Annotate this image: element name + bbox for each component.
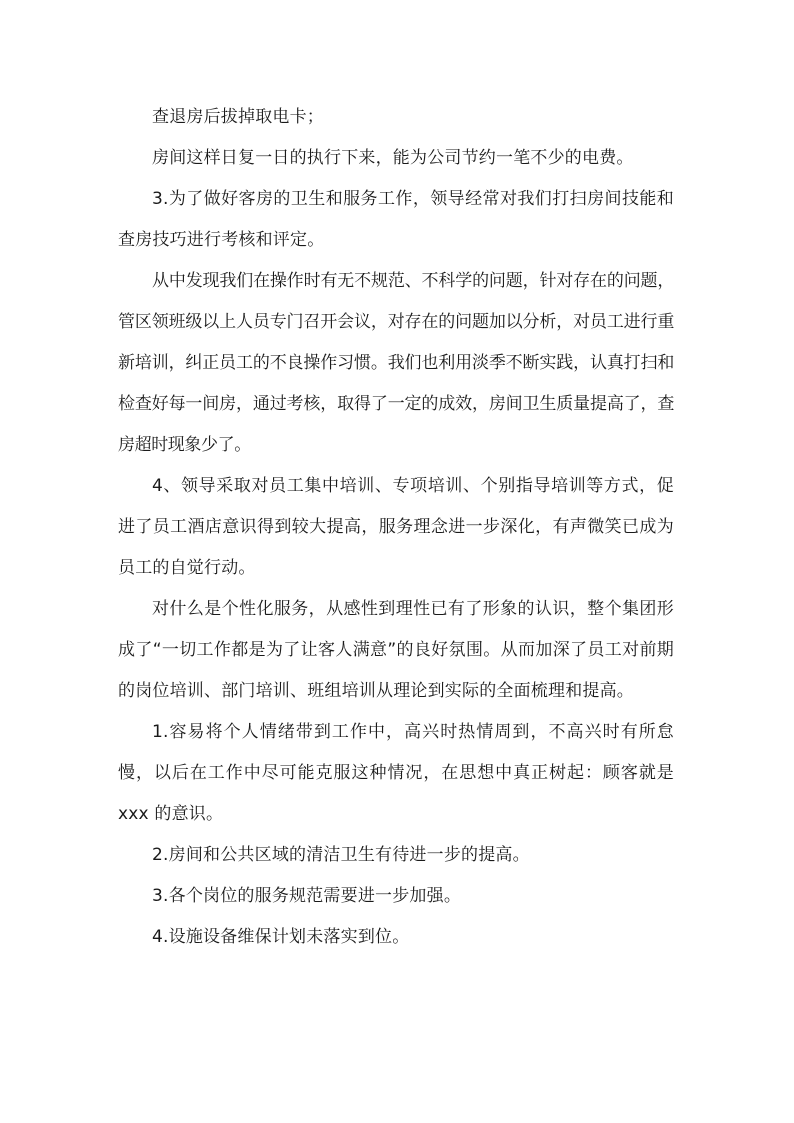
paragraph-1: 查退房后拔掉取电卡； [152,107,324,127]
paragraph-2: 房间这样日复一日的执行下来，能为公司节约一笔不少的电费。 [152,148,634,168]
paragraph-8: 2.房间和公共区域的清洁卫生有待进一步的提高。 [152,845,530,865]
paragraph-5: 4、领导采取对员工集中培训、专项培训、个别指导培训等方式，促进了员工酒店意识得到较大提高，服务理念进一步深化，有声微笑已成为员工的自觉行动。 [118,476,674,578]
paragraph-3: 3.为了做好客房的卫生和服务工作，领导经常对我们打扫房间技能和查房技巧进行考核和评定。 [118,189,674,250]
paragraph-6: 对什么是个性化服务，从感性到理性已有了形象的认识，整个集团形成了“一切工作都是为了让客人满意”的良好氛围。从而加深了员工对前期的岗位培训、部门培训、班组培训从理论到实际的全面梳理和提高。 [118,599,674,701]
paragraph-9: 3.各个岗位的服务规范需要进一步加强。 [152,886,462,906]
paragraph-7: 1.容易将个人情绪带到工作中，高兴时热情周到，不高兴时有所怠慢，以后在工作中尽可能克服这种情况，在思想中真正树起：顾客就是xxx 的意识。 [118,722,674,824]
paragraph-4: 从中发现我们在操作时有无不规范、不科学的问题，针对存在的问题，管区领班级以上人员专门召开会议，对存在的问题加以分析，对员工进行重新培训，纠正员工的不良操作习惯。我们也利用淡季不断实践，认真打扫和检查好每一间房，通过考核，取得了一定的成效，房间卫生质量提高了，查房超时现象少了。 [118,271,674,455]
paragraph-10: 4.设施设备维保计划未落实到位。 [152,927,410,947]
document-body [118,97,674,958]
